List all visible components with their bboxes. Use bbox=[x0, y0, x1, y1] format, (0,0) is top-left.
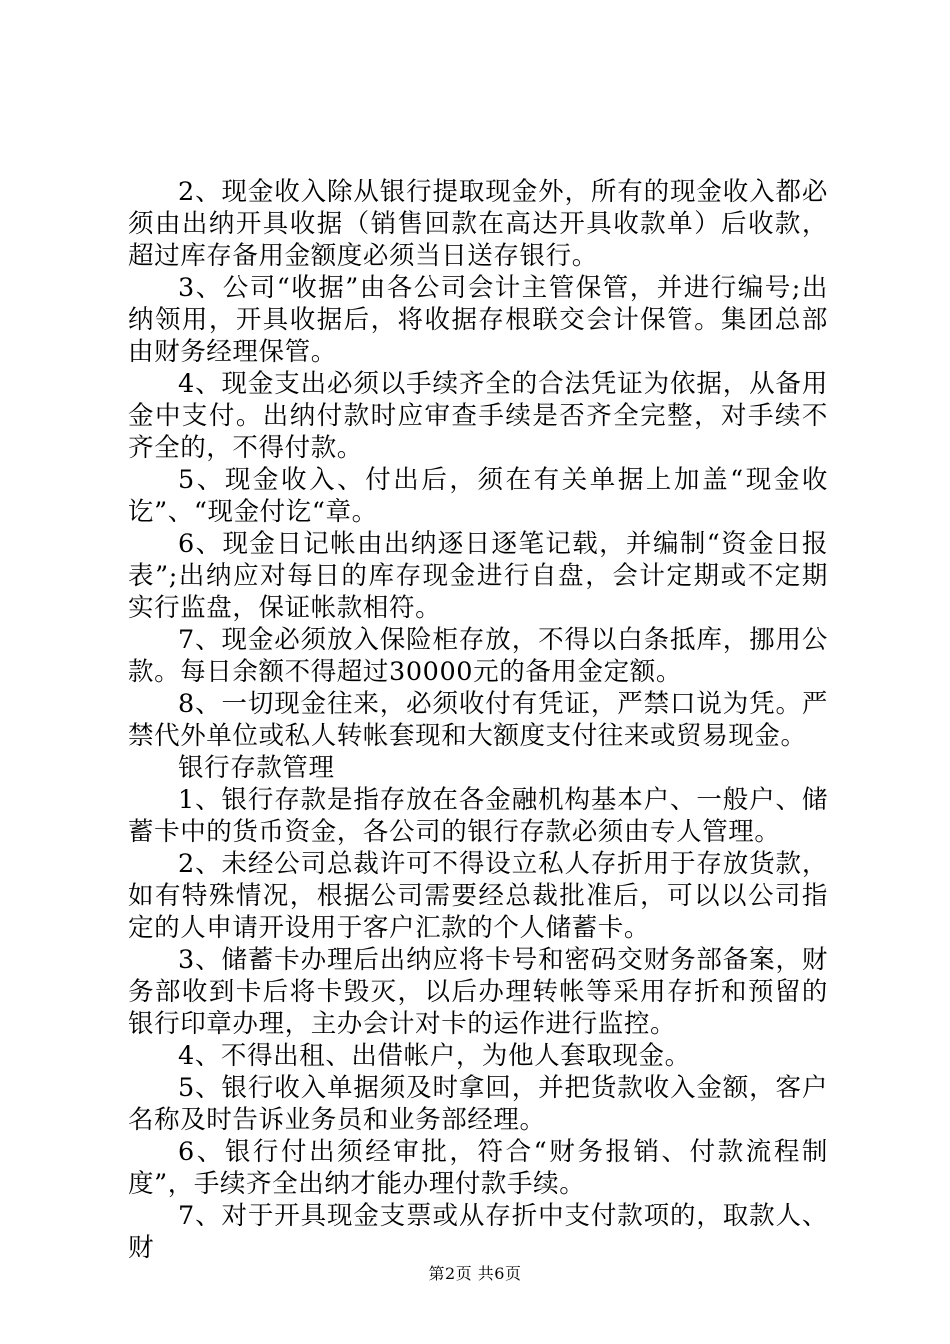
paragraph-cash-journal: 6、现金日记帐由出纳逐日逐笔记载，并编制“资金日报表”;出纳应对每日的库存现金进行自盘，会计定期或不定期实行监盘，保证帐款相符。 bbox=[128, 529, 828, 623]
paragraph-cash-stamp: 5、现金收入、付出后，须在有关单据上加盖“现金收讫”、“现金付讫“章。 bbox=[128, 465, 828, 527]
paragraph-savings-card: 3、储蓄卡办理后出纳应将卡号和密码交财务部备案，财务部收到卡后将卡毁灭，以后办理转帐等采用存折和预留的银行印章办理，主办会计对卡的运作进行监控。 bbox=[128, 945, 828, 1039]
paragraph-safe-storage: 7、现金必须放入保险柜存放，不得以白条抵库，挪用公款。每日余额不得超过30000元的备用金定额。 bbox=[128, 625, 828, 687]
paragraph-bank-deposit-definition: 1、银行存款是指存放在各金融机构基本户、一般户、储蓄卡中的货币资金，各公司的银行存款必须由专人管理。 bbox=[128, 785, 828, 847]
document-body bbox=[128, 176, 828, 1264]
paragraph-cash-cheque: 7、对于开具现金支票或从存折中支付款项的，取款人、财 bbox=[128, 1201, 828, 1263]
page-number-footer: 第2页 共6页 bbox=[428, 1264, 522, 1283]
paragraph-cash-payment: 4、现金支出必须以手续齐全的合法凭证为依据，从备用金中支付。出纳付款时应审查手续是否齐全完整，对手续不齐全的，不得付款。 bbox=[128, 369, 828, 463]
paragraph-bank-receipts: 5、银行收入单据须及时拿回，并把货款收入金额，客户名称及时告诉业务员和业务部经理。 bbox=[128, 1073, 828, 1135]
paragraph-receipt-custody: 3、公司“收据”由各公司会计主管保管，并进行编号;出纳领用，开具收据后，将收据存根联交会计保管。集团总部由财务经理保管。 bbox=[128, 273, 828, 367]
paragraph-cash-income: 2、现金收入除从银行提取现金外，所有的现金收入都必须由出纳开具收据（销售回款在高达开具收款单）后收款，超过库存备用金额度必须当日送存银行。 bbox=[128, 177, 828, 271]
paragraph-account-lending: 4、不得出租、出借帐户，为他人套取现金。 bbox=[178, 1041, 691, 1071]
paragraph-bank-payment-approval: 6、银行付出须经审批，符合“财务报销、付款流程制度”，手续齐全出纳才能办理付款手续。 bbox=[128, 1137, 828, 1199]
paragraph-cash-vouchers: 8、一切现金往来，必须收付有凭证，严禁口说为凭。严禁代外单位或私人转帐套现和大额度支付往来或贸易现金。 bbox=[128, 689, 828, 751]
paragraph-private-passbook: 2、未经公司总裁许可不得设立私人存折用于存放货款，如有特殊情况，根据公司需要经总裁批准后，可以以公司指定的人申请开设用于客户汇款的个人储蓄卡。 bbox=[128, 849, 828, 943]
section-heading-bank-deposit: 银行存款管理 bbox=[178, 753, 335, 783]
